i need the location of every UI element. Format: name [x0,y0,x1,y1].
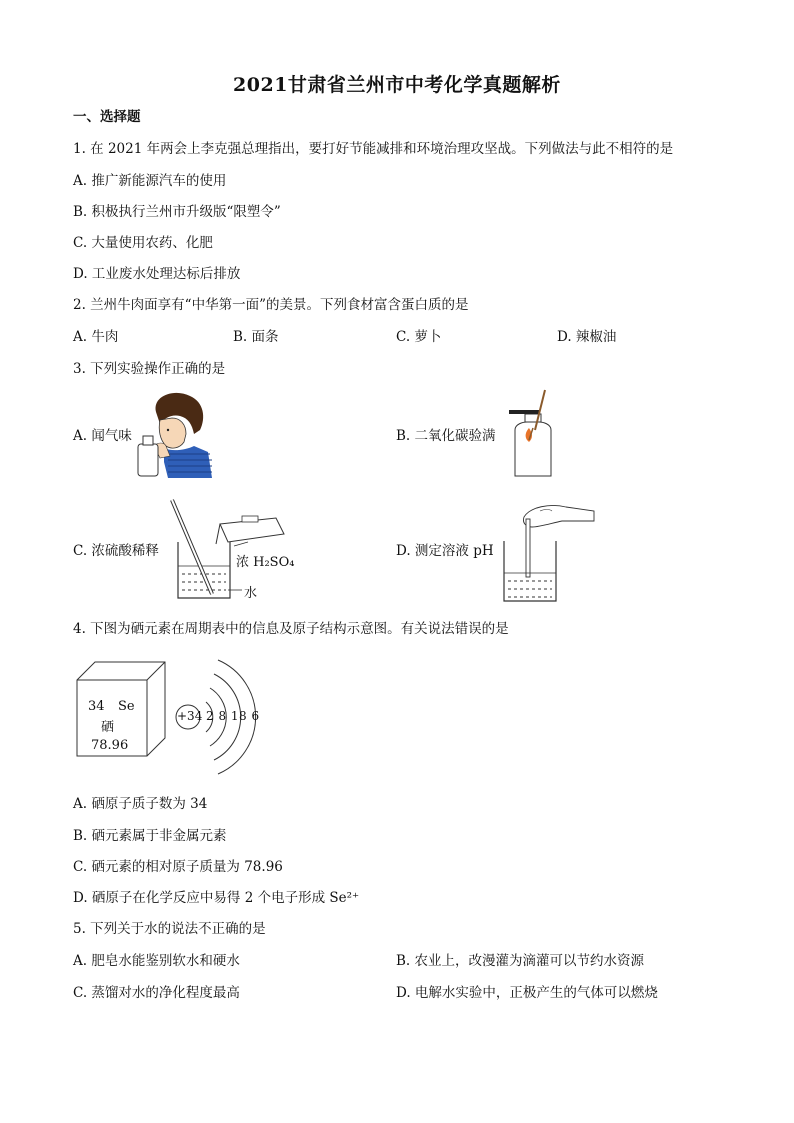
nucleus-charge: +34 [177,709,203,723]
electron-shells: 2 8 18 6 [206,709,260,723]
question-3-option-b: B. 二氧化碳验满 [396,428,496,444]
section-heading: 一、选择题 [73,109,141,125]
atomic-number: 34 [88,699,105,714]
question-5-stem: 5. 下列关于水的说法不正确的是 [73,921,266,937]
question-1-option-a: A. 推广新能源汽车的使用 [73,173,227,189]
element-symbol: Se [118,699,135,714]
question-4-option-c: C. 硒元素的相对原子质量为 78.96 [73,859,283,875]
question-1-stem: 1. 在 2021 年两会上李克强总理指出，要打好节能减排和环境治理攻坚战。下列做法与此不相符的是 [73,141,674,157]
question-2-option-d: D. 辣椒油 [557,329,617,345]
question-2-option-c: C. 萝卜 [396,329,442,345]
smelling-gas-illustration [134,390,214,480]
question-5-option-b: B. 农业上，改漫灌为滴灌可以节约水资源 [396,953,645,969]
question-2-stem: 2. 兰州牛肉面享有“中华第一面”的美景。下列食材富含蛋白质的是 [73,297,469,313]
question-1-option-d: D. 工业废水处理达标后排放 [73,266,241,282]
element-name: 硒 [101,720,115,735]
question-1-option-b: B. 积极执行兰州市升级版“限塑令” [73,204,281,220]
question-4-option-d: D. 硒原子在化学反应中易得 2 个电子形成 Se²⁺ [73,890,360,906]
question-3-option-c: C. 浓硫酸稀释 [73,543,159,559]
ph-test-illustration [500,497,596,605]
water-label: 水 [244,586,258,601]
co2-test-illustration [505,388,563,478]
question-5-option-c: C. 蒸馏对水的净化程度最高 [73,985,240,1001]
question-4-stem: 4. 下图为硒元素在周期表中的信息及原子结构示意图。有关说法错误的是 [73,621,509,637]
acid-label: 浓 H₂SO₄ [236,555,295,570]
question-3-option-d: D. 测定溶液 pH [396,543,494,559]
question-2-option-a: A. 牛肉 [73,329,119,345]
atomic-mass: 78.96 [91,738,129,753]
question-5-option-a: A. 肥皂水能鉴别软水和硬水 [73,953,240,969]
question-4-option-b: B. 硒元素属于非金属元素 [73,828,227,844]
question-4-option-a: A. 硒原子质子数为 34 [73,796,208,812]
document-title: 2021甘肃省兰州市中考化学真题解析 [233,74,561,96]
question-5-option-d: D. 电解水实验中，正极产生的气体可以燃烧 [396,985,658,1001]
question-3-option-a: A. 闻气味 [73,428,132,444]
question-2-option-b: B. 面条 [233,329,279,345]
question-3-stem: 3. 下列实验操作正确的是 [73,361,226,377]
question-1-option-c: C. 大量使用农药、化肥 [73,235,213,251]
